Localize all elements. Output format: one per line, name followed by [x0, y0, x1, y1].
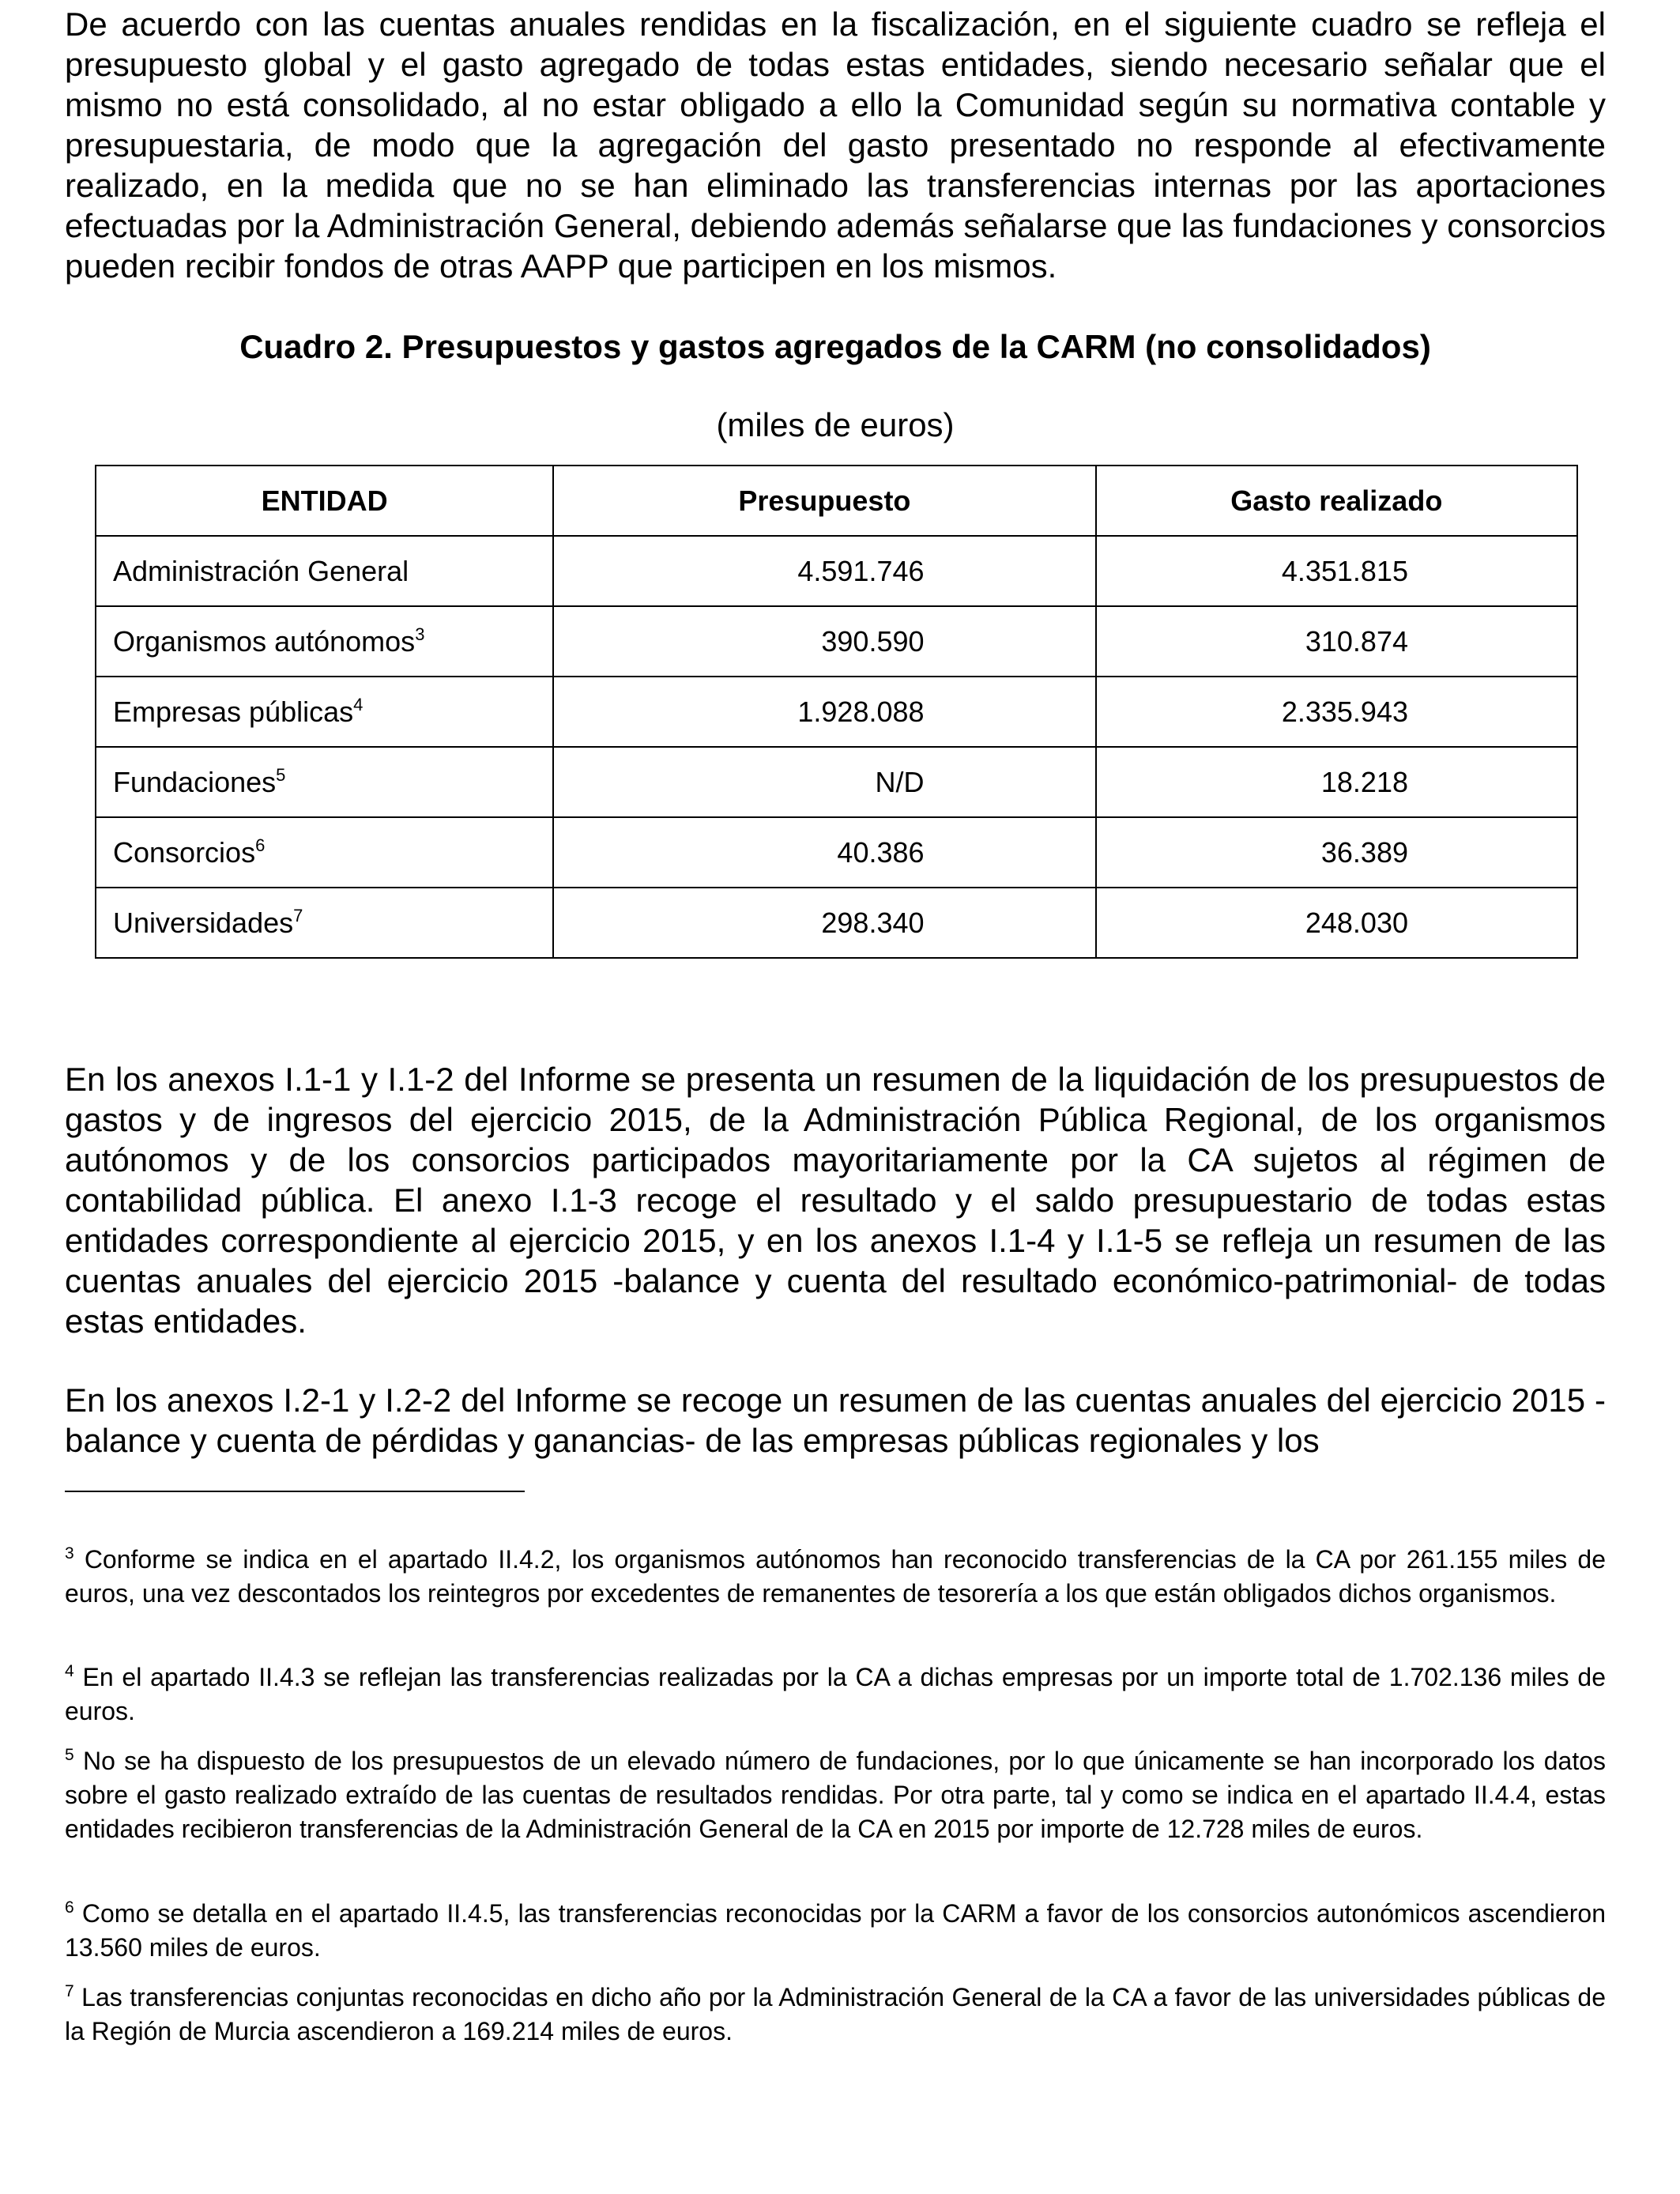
entity-name: Administración General — [113, 554, 409, 587]
footnote-number: 5 — [65, 1746, 74, 1764]
table-row — [96, 677, 1577, 747]
footnote-number: 4 — [65, 1662, 74, 1680]
annex-paragraph-1: En los anexos I.1-1 y I.1-2 del Informe se presenta un resumen de la liquidación de los presupuestos de gastos y de ingresos del ejercicio 2015, de la Administración Pública Regional, de los organismos autónomos y de los consorcios participados mayoritariamente por la CA sujetos al régimen de contabilidad pública. El anexo I.1-3 recoge el resultado y el saldo presupuestario de todas estas entidades correspondiente al ejercicio 2015, y en los anexos I.1-4 y I.1-5 se refleja un resumen de las cuentas anuales del ejercicio 2015 -balance y cuenta del resultado económico-patrimonial- de todas estas entidades. — [65, 1061, 1606, 1340]
footnote-ref: 7 — [293, 905, 303, 925]
table-header-row — [96, 466, 1577, 536]
cell-gasto: 2.335.943 — [1096, 677, 1577, 747]
footnote-4 — [65, 1661, 1606, 1728]
header-entidad: ENTIDAD — [96, 466, 553, 536]
cell-presupuesto: 298.340 — [553, 888, 1095, 958]
footnote-5 — [65, 1744, 1606, 1846]
footnote-text: No se ha dispuesto de los presupuestos de un elevado número de fundaciones, por lo que únicamente se han incorporado los datos sobre el gasto realizado extraído de las cuentas de resultados rendidas. Por otra parte, tal y como se indica en el apartado II.4.4, estas entidades recibieron transferencias de la Administración General de la CA en 2015 por importe de 12.728 miles de euros. — [65, 1747, 1606, 1843]
cell-entidad — [96, 747, 553, 817]
footnote-number: 6 — [65, 1898, 74, 1917]
cell-entidad — [96, 817, 553, 888]
entity-name: Organismos autónomos — [113, 624, 416, 658]
cell-presupuesto: 40.386 — [553, 817, 1095, 888]
table-row — [96, 606, 1577, 677]
footnote-3 — [65, 1543, 1606, 1611]
table-row — [96, 817, 1577, 888]
footnote-ref: 4 — [353, 694, 363, 714]
entity-name: Consorcios — [113, 835, 256, 869]
cell-gasto: 4.351.815 — [1096, 536, 1577, 606]
footnote-text: Como se detalla en el apartado II.4.5, las transferencias reconocidas por la CARM a favor de los consorcios autonómicos ascendieron 13.560 miles de euros. — [65, 1899, 1606, 1962]
cell-entidad — [96, 677, 553, 747]
footnote-text: Las transferencias conjuntas reconocidas en dicho año por la Administración General de la CA a favor de las universidades públicas de la Región de Murcia ascendieron a 169.214 miles de euros. — [65, 1983, 1606, 2045]
entity-name: Universidades — [113, 906, 294, 939]
intro-paragraph: De acuerdo con las cuentas anuales rendidas en la fiscalización, en el siguiente cuadro se refleja el presupuesto global y el gasto agregado de todas estas entidades, siendo necesario señalar que el mismo no está consolidado, al no estar obligado a ello la Comunidad según su normativa contable y presupuestaria, de modo que la agregación del gasto presentado no responde al efectivamente realizado, en la medida que no se han eliminado las transferencias internas por las aportaciones efectuadas por la Administración General, debiendo además señalarse que las fundaciones y consorcios pueden recibir fondos de otras AAPP que participen en los mismos. — [65, 6, 1606, 285]
cell-entidad — [96, 606, 553, 677]
table-row — [96, 536, 1577, 606]
cell-presupuesto: 390.590 — [553, 606, 1095, 677]
cell-gasto: 248.030 — [1096, 888, 1577, 958]
cell-presupuesto: N/D — [553, 747, 1095, 817]
cell-gasto: 18.218 — [1096, 747, 1577, 817]
cell-gasto: 310.874 — [1096, 606, 1577, 677]
footnote-text: Conforme se indica en el apartado II.4.2, los organismos autónomos han reconocido transferencias de la CA por 261.155 miles de euros, una vez descontados los reintegros por excedentes de remanentes de tesorería a los que están obligados dichos organismos. — [65, 1545, 1606, 1608]
cell-entidad — [96, 888, 553, 958]
header-presupuesto: Presupuesto — [553, 466, 1095, 536]
footnote-ref: 5 — [276, 764, 286, 785]
footnote-text: En el apartado II.4.3 se reflejan las transferencias realizadas por la CA a dichas empresas por un importe total de 1.702.136 miles de euros. — [65, 1663, 1606, 1725]
entity-name: Empresas públicas — [113, 695, 354, 728]
table-title: Cuadro 2. Presupuestos y gastos agregados de la CARM (no consolidados) — [239, 328, 1431, 365]
header-gasto: Gasto realizado — [1096, 466, 1577, 536]
footnote-separator — [65, 1491, 525, 1492]
cell-presupuesto: 1.928.088 — [553, 677, 1095, 747]
table-units: (miles de euros) — [716, 406, 955, 443]
annex-paragraph-2: En los anexos I.2-1 y I.2-2 del Informe se recoge un resumen de las cuentas anuales del ejercicio 2015 -balance y cuenta de pérdidas y ganancias- de las empresas públicas regionales y los — [65, 1382, 1606, 1459]
table-row — [96, 888, 1577, 958]
budget-table — [95, 465, 1578, 959]
footnote-6 — [65, 1897, 1606, 1965]
cell-presupuesto: 4.591.746 — [553, 536, 1095, 606]
footnote-number: 7 — [65, 1982, 74, 2000]
cell-gasto: 36.389 — [1096, 817, 1577, 888]
footnote-ref: 6 — [255, 835, 266, 855]
table-row — [96, 747, 1577, 817]
entity-name: Fundaciones — [113, 765, 277, 798]
footnote-number: 3 — [65, 1544, 74, 1563]
footnote-7 — [65, 1981, 1606, 2049]
footnote-ref: 3 — [415, 624, 425, 644]
cell-entidad — [96, 536, 553, 606]
